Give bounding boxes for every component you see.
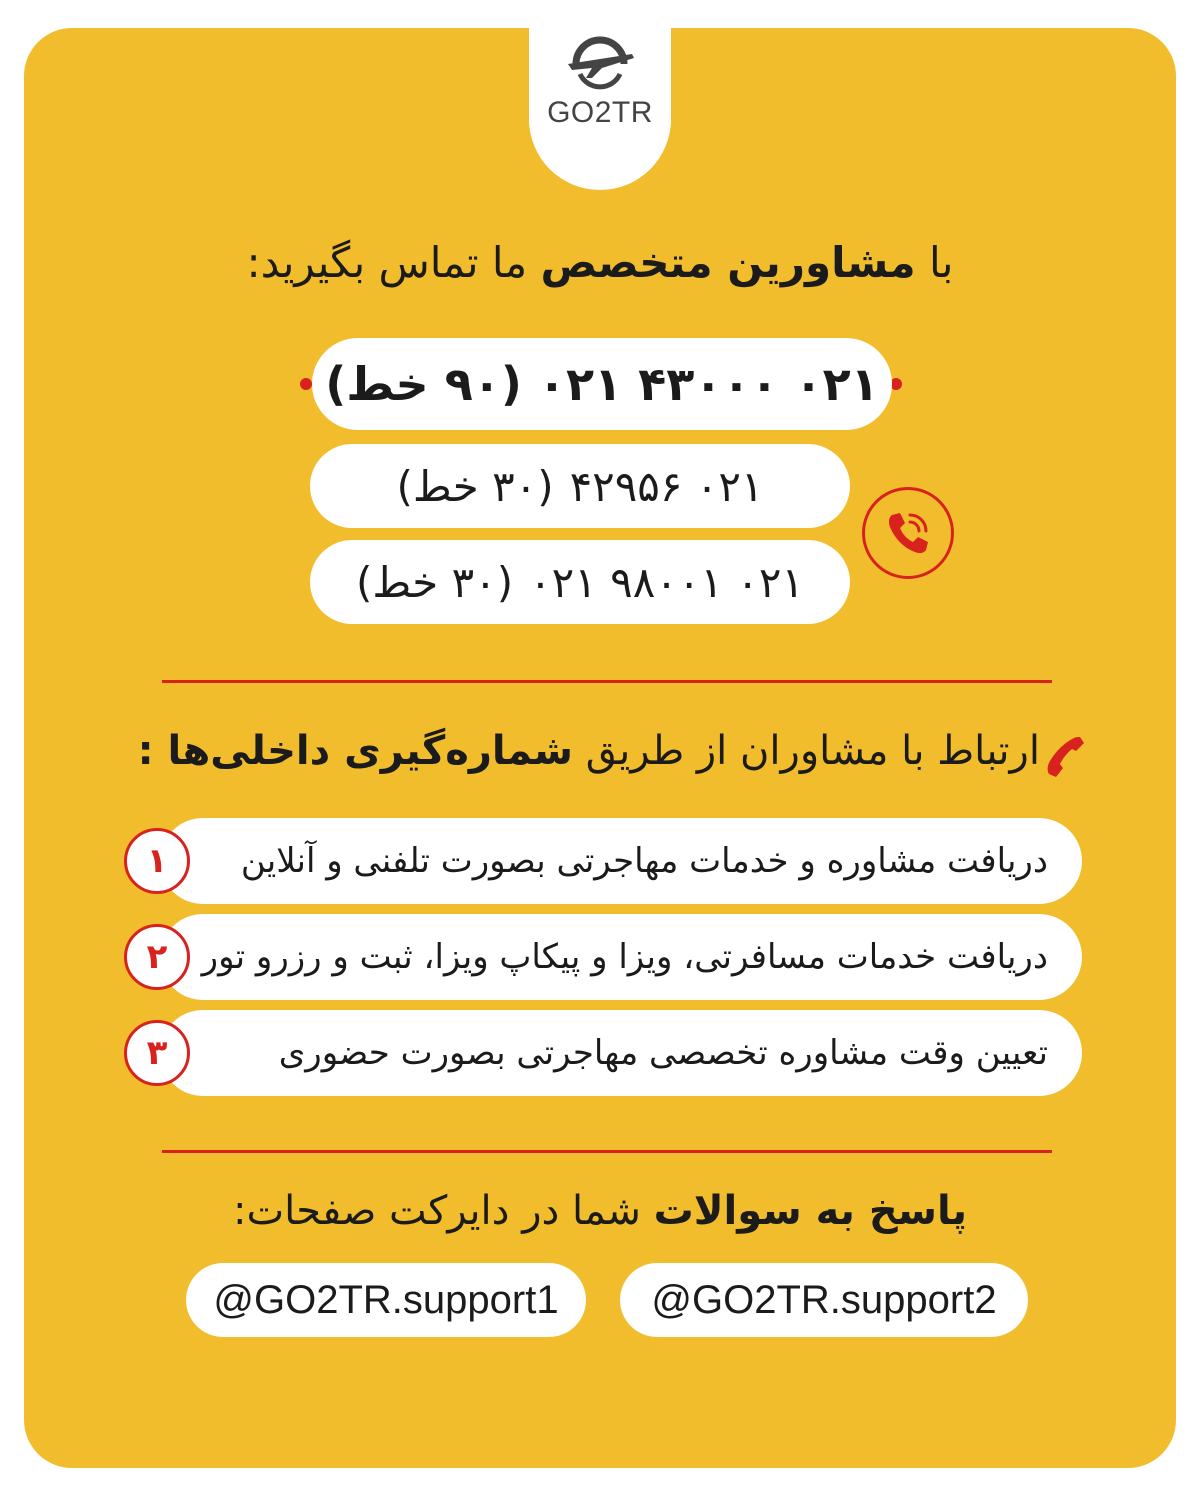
logo: [529, 0, 671, 190]
extension-number-badge: ۳: [124, 1020, 190, 1086]
extensions-heading-prefix: ارتباط با مشاوران از طریق: [585, 728, 1040, 774]
phone-lines: (۳۰ خط): [396, 461, 554, 511]
extension-item-2[interactable]: [160, 914, 1082, 1000]
bullet-dot: [300, 378, 312, 390]
extension-item-text: دریافت خدمات مسافرتی، ویزا و پیکاپ ویزا، ثبت و رزرو تور: [201, 937, 1048, 977]
extension-item-1[interactable]: [160, 818, 1082, 904]
phone-call-icon: [862, 487, 954, 579]
extension-item-text: دریافت مشاوره و خدمات مهاجرتی بصورت تلفنی و آنلاین: [240, 841, 1048, 881]
extension-item-text: تعیین وقت مشاوره تخصصی مهاجرتی بصورت حضوری: [278, 1033, 1048, 1073]
instagram-handle-support1[interactable]: @GO2TR.support1: [186, 1263, 586, 1337]
extension-number-badge: ۱: [124, 828, 190, 894]
extensions-heading-bold: شماره‌گیری داخلی‌ها :: [137, 728, 574, 774]
direct-heading-suffix: شما در دایرکت صفحات:: [232, 1188, 641, 1234]
phone-number: ۰۲۱ ۹۸۰۰۱ ۰۲۱: [529, 557, 804, 607]
divider: [162, 680, 1052, 683]
phone-lines: (۳۰ خط): [356, 557, 514, 607]
logo-text: GO2TR: [547, 96, 653, 129]
extension-number-badge: ۲: [124, 924, 190, 990]
contact-heading-prefix: با: [928, 238, 954, 287]
direct-heading: [0, 1188, 1200, 1234]
phone-pill-second[interactable]: [310, 444, 850, 528]
extensions-heading: [110, 728, 1040, 774]
contact-heading-suffix: ما تماس بگیرید:: [246, 238, 528, 287]
phone-lines: (۹۰ خط): [325, 357, 522, 411]
airplane-globe-icon: [562, 34, 638, 94]
phone-pill-main[interactable]: [312, 338, 892, 430]
extension-item-3[interactable]: [160, 1010, 1082, 1096]
direct-heading-bold: پاسخ به سوالات: [653, 1188, 968, 1234]
instagram-handle-support2[interactable]: @GO2TR.support2: [620, 1263, 1028, 1337]
contact-heading-bold: مشاورین متخصص: [540, 238, 916, 287]
phone-pill-third[interactable]: [310, 540, 850, 624]
contact-heading: [0, 238, 1200, 287]
phone-handset-icon: [1040, 733, 1088, 781]
divider: [162, 1150, 1052, 1153]
phone-number: ۰۲۱ ۴۲۹۵۶: [569, 461, 764, 511]
phone-number: ۰۲۱ ۴۳۰۰۰ ۰۲۱: [537, 357, 879, 411]
